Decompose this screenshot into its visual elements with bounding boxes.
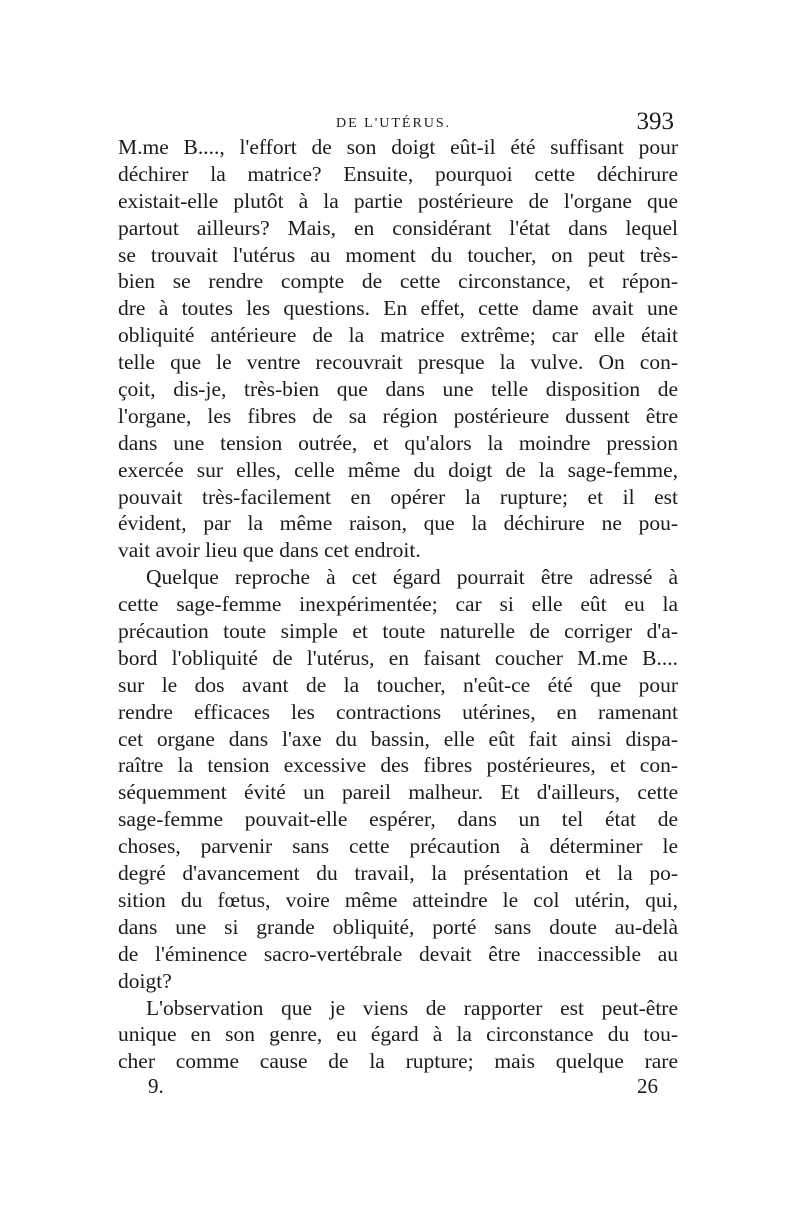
text-line: cette sage-femme inexpérimentée; car si elle eût eu la [118,592,678,617]
text-line: sage-femme pouvait-elle espérer, dans un tel état de [118,807,678,832]
folio-number: 26 [637,1074,658,1098]
text-line: raître la tension excessive des fibres postérieures, et con- [118,753,678,778]
page-number: 393 [636,108,674,135]
running-title: DE L'UTÉRUS. [336,116,452,131]
text-line: çoit, dis-je, très-bien que dans une telle disposition de [118,377,678,402]
text-line: bien se rendre compte de cette circonstance, et répon- [118,269,678,294]
text-line: se trouvait l'utérus au moment du toucher, on peut très- [118,242,678,267]
text-line: cet organe dans l'axe du bassin, elle eût fait ainsi dispa- [118,726,678,751]
text-line: partout ailleurs? Mais, en considérant l'état dans lequel [118,215,678,240]
text-line: dre à toutes les questions. En effet, cette dame avait une [118,296,678,321]
text-line: bord l'obliquité de l'utérus, en faisant coucher M.me B.... [118,645,678,670]
text-line: sition du fœtus, voire même atteindre le col utérin, qui, [118,887,678,912]
text-line: telle que le ventre recouvrait presque la vulve. On con- [118,350,678,375]
text-line: séquemment évité un pareil malheur. Et d'ailleurs, cette [118,780,678,805]
text-line: M.me B...., l'effort de son doigt eût-il été suffisant pour [118,135,678,159]
text-line: évident, par la même raison, que la déchirure ne pou- [118,511,678,536]
paragraph-start-line: Quelque reproche à cet égard pourrait être adressé à [146,565,678,590]
paragraph-start-line: L'observation que je viens de rapporter est peut-être [146,995,678,1020]
paragraph-end-line: vait avoir lieu que dans cet endroit. [118,538,421,563]
signature-mark: 9. [148,1074,164,1098]
text-line: de l'éminence sacro-vertébrale devait être inaccessible au [118,941,678,966]
text-line: dans une si grande obliquité, porté sans doute au-delà [118,914,678,939]
paragraph-end-line: doigt? [118,968,172,993]
text-line: déchirer la matrice? Ensuite, pourquoi cette déchirure [118,161,678,186]
text-line: choses, parvenir sans cette précaution à déterminer le [118,834,678,859]
text-line: degré d'avancement du travail, la présentation et la po- [118,861,678,886]
text-line: pouvait très-facilement en opérer la rupture; et il est [118,484,678,509]
text-line: obliquité antérieure de la matrice extrême; car elle était [118,323,678,348]
text-line: l'organe, les fibres de sa région postérieure dussent être [118,403,678,428]
text-line: rendre efficaces les contractions utérines, en ramenant [118,699,678,724]
text-line: dans une tension outrée, et qu'alors la moindre pression [118,430,678,455]
text-line: cher comme cause de la rupture; mais quelque rare [118,1049,678,1074]
text-line: existait-elle plutôt à la partie postérieure de l'organe que [118,188,678,213]
body-text [118,134,678,1075]
text-line: précaution toute simple et toute naturelle de corriger d'a- [118,619,678,644]
page-footer [148,1074,658,1104]
text-line: sur le dos avant de la toucher, n'eût-ce été que pour [118,672,678,697]
text-line: unique en son genre, eu égard à la circonstance du tou- [118,1022,678,1047]
text-line: exercée sur elles, celle même du doigt de la sage-femme, [118,457,678,482]
